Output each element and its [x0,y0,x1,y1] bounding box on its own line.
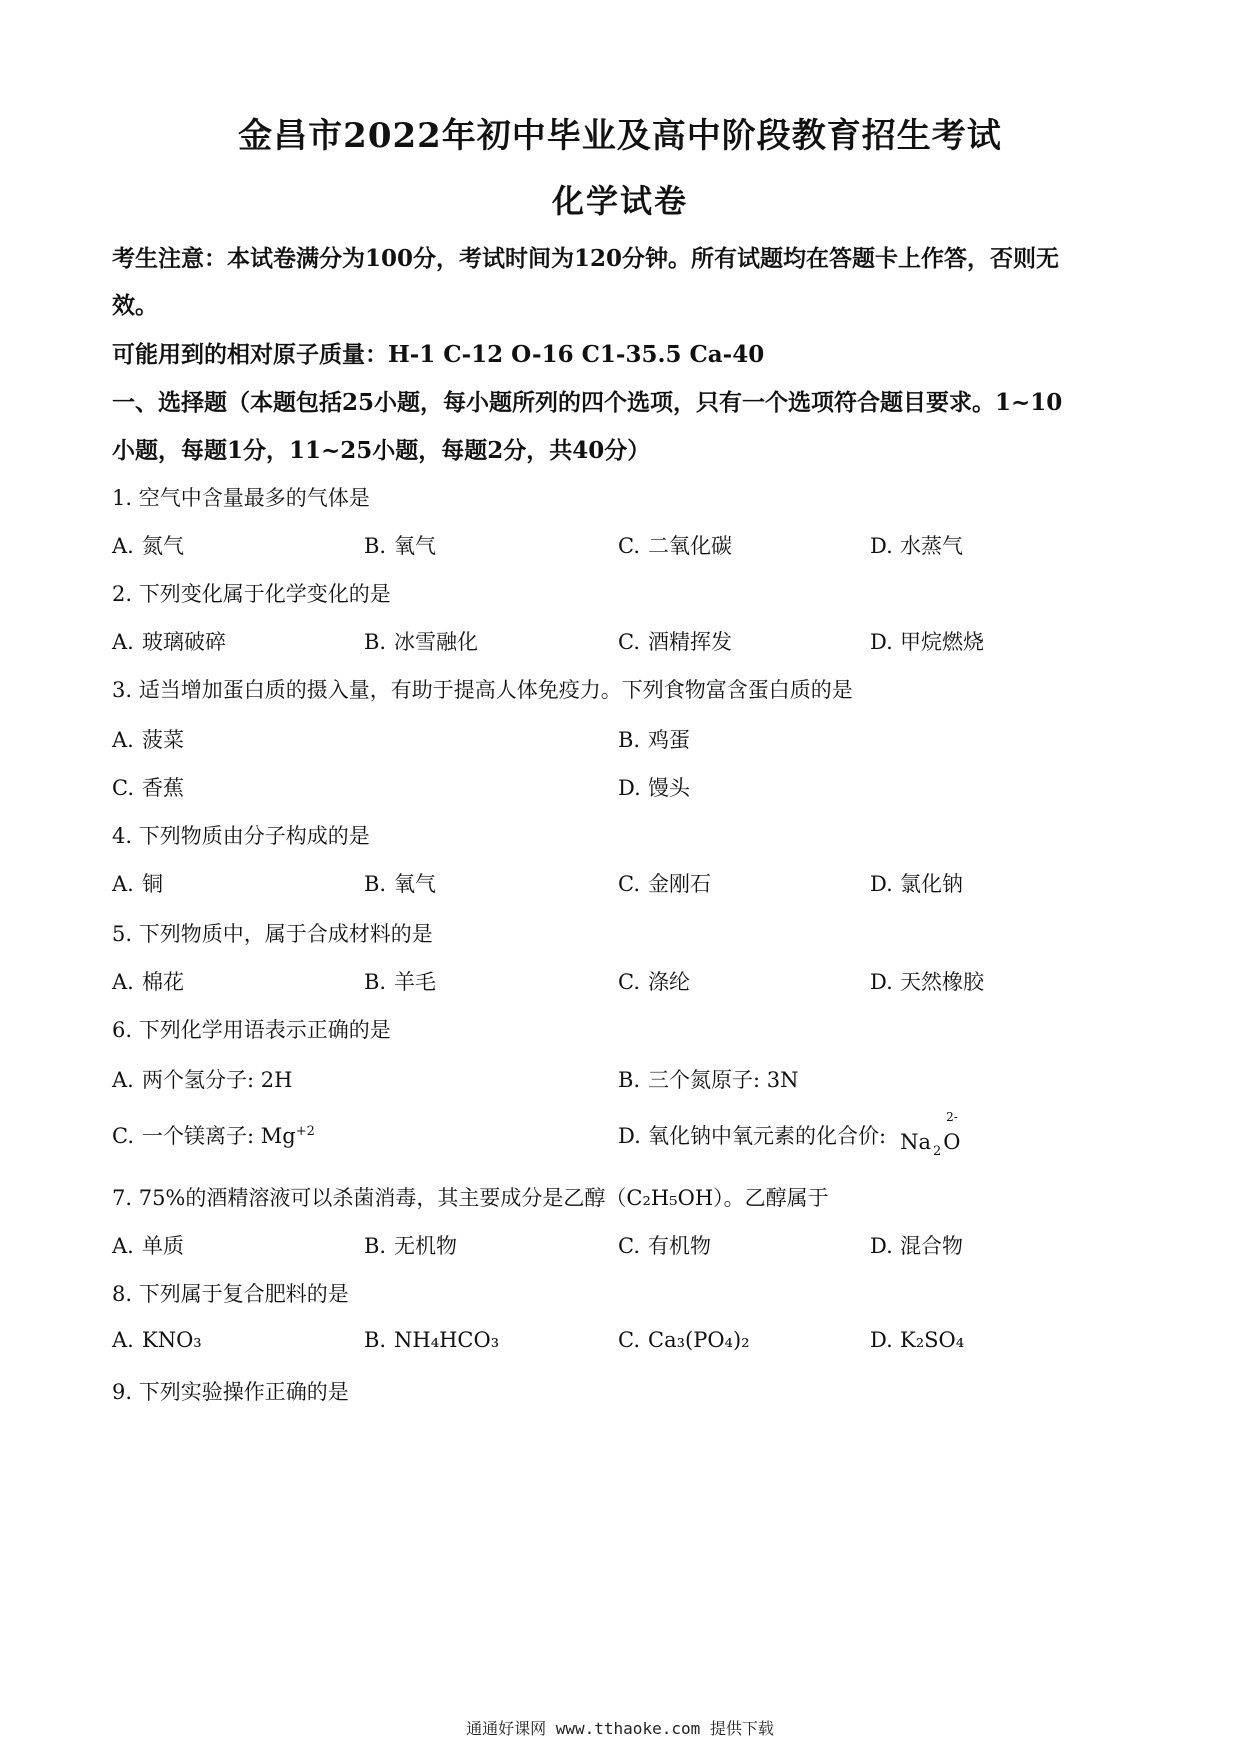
option-letter: D. [870,1328,893,1352]
option-d [870,1230,963,1260]
option-text: 涤纶 [648,970,690,994]
question-stem: 8. 下列属于复合肥料的是 [112,1282,349,1306]
section-heading-line-1: 一、选择题（本题包括25小题，每小题所列的四个选项，只有一个选项符合题目要求。1~10 [112,389,1063,416]
atomic-masses: 可能用到的相对原子质量：H-1 C-12 O-16 C1-35.5 Ca-40 [112,341,765,368]
option-c [112,1120,315,1150]
option-text: 氧气 [394,534,436,558]
option-d [618,1110,961,1159]
option-text: 甲烷燃烧 [900,630,984,654]
option-letter: A. [112,728,134,752]
option-a [112,530,184,560]
formula-subscript: 2 [932,1144,942,1159]
exam-subtitle: 化学试卷 [551,182,688,220]
option-text: 冰雪融化 [394,630,478,654]
question-stem: 7. 75%的酒精溶液可以杀菌消毒，其主要成分是乙醇（C₂H₅OH）。乙醇属于 [112,1186,829,1210]
option-text: 玻璃破碎 [142,630,226,654]
formula-o: O [943,1130,961,1154]
option-letter: A. [112,1328,134,1352]
option-letter: A. [112,630,134,654]
formula-na: Na [900,1130,931,1154]
option-letter: B. [364,1328,387,1352]
option-text: Ca₃(PO₄)₂ [648,1328,750,1352]
option-letter: C. [618,1234,640,1258]
option-letter: D. [870,970,893,994]
question-stem: 6. 下列化学用语表示正确的是 [112,1018,391,1042]
section-heading-line-2: 小题，每题1分，11~25小题，每题2分，共40分） [112,437,651,464]
option-b [364,868,436,898]
option-text: 水蒸气 [900,534,963,558]
option-letter: D. [870,1234,893,1258]
option-letter: D. [870,630,893,654]
option-text: 二氧化碳 [648,534,732,558]
option-letter: D. [618,1124,641,1148]
option-a [112,724,184,754]
option-text: 两个氢分子: 2H [142,1068,293,1092]
option-b [364,626,478,656]
option-text: 金刚石 [648,872,711,896]
option-text: 铜 [142,872,163,896]
option-b [618,724,690,754]
option-letter: D. [618,776,641,800]
exam-title: 金昌市2022年初中毕业及高中阶段教育招生考试 [238,116,1002,156]
question-stem: 4. 下列物质由分子构成的是 [112,824,370,848]
option-letter: C. [112,1124,134,1148]
option-text: K₂SO₄ [900,1328,965,1352]
option-letter: C. [618,970,640,994]
ion-charge: +2 [295,1124,315,1139]
option-letter: A. [112,1234,134,1258]
option-text: 香蕉 [142,776,184,800]
option-a [112,1230,184,1260]
option-a [112,626,226,656]
option-letter: A. [112,970,134,994]
option-letter: D. [870,872,893,896]
option-text: 三个氮原子: 3N [648,1068,799,1092]
option-letter: B. [364,872,387,896]
option-text: 混合物 [900,1234,963,1258]
question-stem: 5. 下列物质中，属于合成材料的是 [112,922,433,946]
option-c [112,772,184,802]
option-a [112,966,184,996]
option-text: 氧化钠中氧元素的化合价: [648,1124,887,1148]
option-text: 羊毛 [394,970,436,994]
option-letter: A. [112,534,134,558]
option-b [364,1328,499,1352]
option-text: 氮气 [142,534,184,558]
notice-line-2: 效。 [112,292,158,319]
option-b [364,530,436,560]
option-d [870,966,984,996]
option-letter: B. [618,1068,641,1092]
option-letter: A. [112,872,134,896]
option-text: KNO₃ [142,1328,202,1352]
option-text: 一个镁离子: Mg [142,1124,296,1148]
option-text: 馒头 [648,776,690,800]
option-c [618,530,732,560]
option-d [870,530,963,560]
option-b [618,1064,799,1094]
option-letter: B. [364,1234,387,1258]
question-stem: 1. 空气中含量最多的气体是 [112,486,370,510]
option-letter: C. [618,534,640,558]
option-d [870,626,984,656]
option-letter: C. [112,776,134,800]
option-letter: B. [364,630,387,654]
option-d [870,868,963,898]
question-stem: 2. 下列变化属于化学变化的是 [112,582,391,606]
option-b [364,1230,457,1260]
page-footer: 通通好课网 www.tthaoke.com 提供下载 [466,1719,774,1738]
option-a [112,868,163,898]
option-text: 有机物 [648,1234,711,1258]
option-letter: A. [112,1068,134,1092]
option-c [618,1328,750,1352]
option-d [618,772,690,802]
option-text: 鸡蛋 [648,728,690,752]
question-stem: 3. 适当增加蛋白质的摄入量，有助于提高人体免疫力。下列食物富含蛋白质的是 [112,678,853,702]
option-c [618,1230,711,1260]
option-letter: D. [870,534,893,558]
option-c [618,966,690,996]
option-text: NH₄HCO₃ [394,1328,500,1352]
option-c [618,626,732,656]
option-letter: C. [618,1328,640,1352]
option-a [112,1064,292,1094]
option-letter: B. [618,728,641,752]
notice-line-1: 考生注意：本试卷满分为100分，考试时间为120分钟。所有试题均在答题卡上作答，否则无 [112,245,1060,272]
option-a [112,1328,202,1352]
option-letter: B. [364,970,387,994]
option-text: 菠菜 [142,728,184,752]
option-text: 氯化钠 [900,872,963,896]
option-text: 棉花 [142,970,184,994]
option-text: 酒精挥发 [648,630,732,654]
option-b [364,966,436,996]
question-stem: 9. 下列实验操作正确的是 [112,1380,349,1404]
valence-mark: 2- [946,1110,958,1124]
option-d [870,1328,964,1352]
option-letter: C. [618,630,640,654]
option-c [618,868,711,898]
option-text: 无机物 [394,1234,457,1258]
option-text: 单质 [142,1234,184,1258]
option-letter: C. [618,872,640,896]
option-text: 天然橡胶 [900,970,984,994]
sodium-oxide-formula [900,1110,961,1159]
option-text: 氧气 [394,872,436,896]
option-letter: B. [364,534,387,558]
